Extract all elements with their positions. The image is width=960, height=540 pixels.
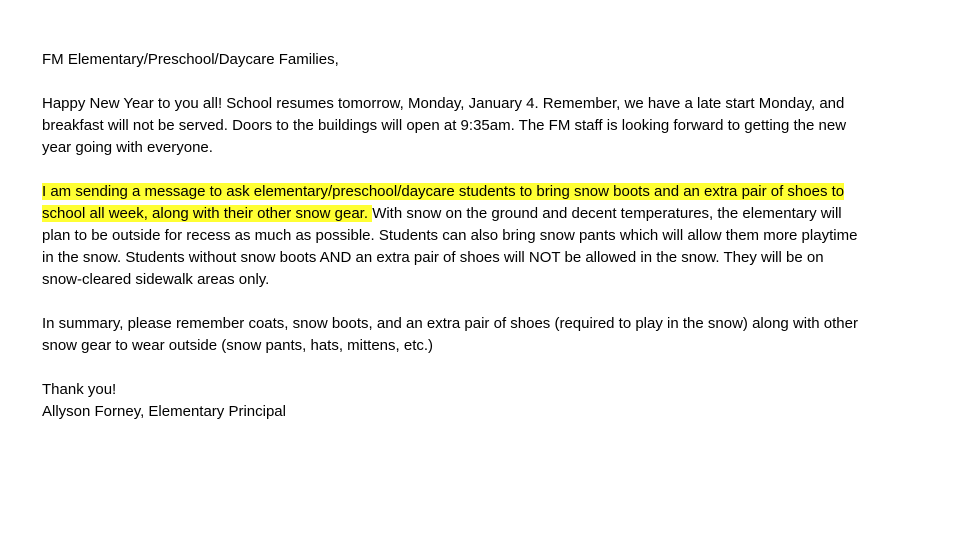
paragraph-intro xyxy=(42,93,930,159)
paragraph-spacer xyxy=(42,357,930,379)
text-line: breakfast will not be served. Doors to the buildings will open at 9:35am. The FM staff is looking forward to getting the new xyxy=(42,117,847,134)
text-line: snow gear to wear outside (snow pants, hats, mittens, etc.) xyxy=(42,337,434,354)
text-line: plan to be outside for recess as much as possible. Students can also bring snow pants which will allow them more playtime xyxy=(42,227,858,244)
paragraph-spacer xyxy=(42,291,930,313)
text-line: year going with everyone. xyxy=(42,139,213,156)
highlighted-text: school all week, along with their other snow gear. xyxy=(42,205,373,222)
signature: Allyson Forney, Elementary Principal xyxy=(42,403,286,420)
text-line: In summary, please remember coats, snow boots, and an extra pair of shoes (required to play in the snow) along with other xyxy=(42,315,858,332)
text-line: Happy New Year to you all! School resumes tomorrow, Monday, January 4. Remember, we have a late start Monday, and xyxy=(42,95,845,112)
paragraph-spacer xyxy=(42,71,930,93)
letter-body xyxy=(42,49,930,423)
text-line xyxy=(42,203,930,225)
highlighted-text: I am sending a message to ask elementary/preschool/daycare students to bring snow boots and an extra pair of shoes to xyxy=(42,183,845,200)
paragraph-snow-gear xyxy=(42,181,930,291)
paragraph-summary xyxy=(42,313,930,357)
plain-text: With snow on the ground and decent temperatures, the elementary will xyxy=(372,205,842,222)
text-line: snow-cleared sidewalk areas only. xyxy=(42,271,270,288)
text-line xyxy=(42,181,930,203)
closing: Thank you! xyxy=(42,381,117,398)
paragraph-spacer xyxy=(42,159,930,181)
text-line: in the snow. Students without snow boots AND an extra pair of shoes will NOT be allowed in the snow. They will be on xyxy=(42,249,824,266)
greeting: FM Elementary/Preschool/Daycare Families, xyxy=(42,51,339,68)
